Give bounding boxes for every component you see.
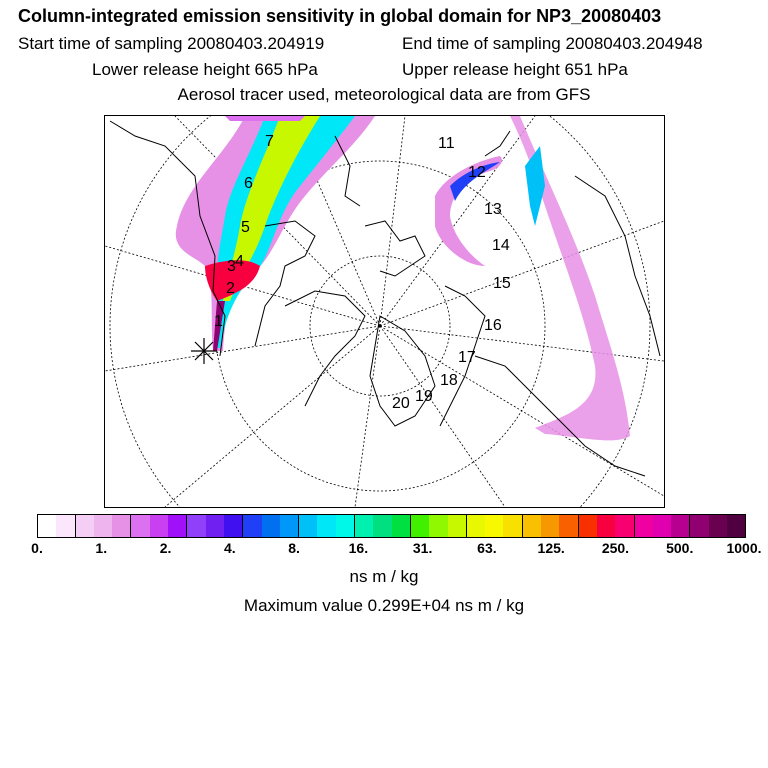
day-label: 4 bbox=[235, 253, 244, 270]
colorbar-cell bbox=[597, 515, 615, 537]
meridian-line bbox=[380, 221, 664, 326]
colorbar-tick-label: 0. bbox=[31, 540, 43, 556]
day-label: 7 bbox=[265, 133, 274, 150]
colorbar-cell bbox=[373, 515, 391, 537]
coastline bbox=[285, 291, 365, 406]
plume-east-core bbox=[525, 146, 545, 226]
meridian-line bbox=[355, 326, 380, 507]
colorbar-cell bbox=[727, 515, 745, 537]
colorbar bbox=[37, 514, 746, 538]
graticule bbox=[105, 116, 664, 507]
colorbar-cell bbox=[38, 515, 56, 537]
colorbar-cell bbox=[466, 515, 485, 537]
day-label: 5 bbox=[241, 219, 250, 236]
colorbar-tick-label: 63. bbox=[477, 540, 497, 556]
meridian-line bbox=[380, 326, 505, 507]
day-label: 3 bbox=[227, 258, 236, 275]
units-label: ns m / kg bbox=[349, 567, 419, 586]
max-value-label: Maximum value 0.299E+04 ns m / kg bbox=[243, 596, 525, 615]
map-title: Column-integrated emission sensitivity in global domain for NP3_20080403 bbox=[18, 6, 662, 26]
colorbar-cell bbox=[168, 515, 186, 537]
colorbar-cell bbox=[689, 515, 708, 537]
day-label: 1 bbox=[214, 313, 223, 330]
colorbar-cell bbox=[709, 515, 727, 537]
day-label: 6 bbox=[244, 175, 253, 192]
meridian-line bbox=[380, 326, 664, 361]
colorbar-cell bbox=[503, 515, 521, 537]
plume-top-edge bbox=[225, 116, 305, 121]
colorbar-tick-label: 250. bbox=[601, 540, 630, 556]
colorbar-cell bbox=[150, 515, 168, 537]
end-time-label: End time of sampling 20080403.204948 bbox=[402, 34, 703, 53]
colorbar-cell bbox=[410, 515, 429, 537]
colorbar-cell bbox=[112, 515, 130, 537]
day-label: 17 bbox=[458, 349, 476, 366]
map-panel bbox=[104, 115, 665, 508]
colorbar-cell bbox=[354, 515, 373, 537]
colorbar-tick-label: 1. bbox=[95, 540, 108, 556]
lower-release-height-label: Lower release height 665 hPa bbox=[92, 60, 318, 79]
colorbar-cell bbox=[615, 515, 633, 537]
colorbar-cell bbox=[485, 515, 503, 537]
colorbar-cell bbox=[262, 515, 280, 537]
day-label: 13 bbox=[484, 201, 502, 218]
day-label: 20 bbox=[392, 395, 410, 412]
colorbar-cell bbox=[224, 515, 242, 537]
colorbar-cell bbox=[56, 515, 74, 537]
colorbar-cell bbox=[130, 515, 149, 537]
start-time-label: Start time of sampling 20080403.204919 bbox=[18, 34, 325, 53]
day-label: 12 bbox=[468, 164, 486, 181]
colorbar-tick-label: 125. bbox=[537, 540, 565, 556]
colorbar-tick-label: 8. bbox=[288, 540, 300, 556]
colorbar-cell bbox=[280, 515, 298, 537]
colorbar-cell bbox=[541, 515, 559, 537]
day-label: 15 bbox=[493, 275, 511, 292]
colorbar-cell bbox=[298, 515, 317, 537]
colorbar-cell bbox=[671, 515, 689, 537]
day-label: 19 bbox=[415, 388, 433, 405]
colorbar-cell bbox=[653, 515, 671, 537]
colorbar-tick-label: 4. bbox=[223, 540, 236, 556]
meridian-line bbox=[105, 326, 380, 371]
colorbar-tick-label: 1000. bbox=[726, 540, 762, 556]
colorbar-tick-label: 2. bbox=[159, 540, 172, 556]
colorbar-cell bbox=[634, 515, 653, 537]
aerosol-info-label: Aerosol tracer used, meteorological data are from GFS bbox=[177, 85, 591, 104]
colorbar-tick-label: 31. bbox=[412, 540, 433, 556]
colorbar-cell bbox=[392, 515, 410, 537]
day-label: 2 bbox=[226, 280, 235, 297]
colorbar-cell bbox=[448, 515, 466, 537]
meridian-line bbox=[380, 116, 535, 326]
coastline bbox=[365, 221, 425, 276]
colorbar-cell bbox=[317, 515, 335, 537]
colorbar-cell bbox=[578, 515, 597, 537]
colorbar-cell bbox=[429, 515, 447, 537]
colorbar-cell bbox=[186, 515, 205, 537]
day-label: 14 bbox=[492, 237, 510, 254]
colorbar-cell bbox=[94, 515, 112, 537]
colorbar-tick-label: 16. bbox=[348, 540, 369, 556]
coastline bbox=[485, 131, 510, 156]
upper-release-height-label: Upper release height 651 hPa bbox=[402, 60, 628, 79]
day-label: 18 bbox=[440, 372, 458, 389]
colorbar-cell bbox=[242, 515, 261, 537]
map-canvas bbox=[105, 116, 664, 507]
day-label: 11 bbox=[438, 135, 455, 152]
colorbar-cell bbox=[206, 515, 224, 537]
colorbar-cell bbox=[522, 515, 541, 537]
colorbar-cell bbox=[559, 515, 577, 537]
colorbar-cell bbox=[336, 515, 354, 537]
colorbar-tick-label: 500. bbox=[666, 540, 694, 556]
latitude-circle bbox=[110, 116, 650, 507]
meridian-line bbox=[165, 326, 380, 507]
day-label: 16 bbox=[484, 317, 502, 334]
colorbar-cell bbox=[75, 515, 94, 537]
